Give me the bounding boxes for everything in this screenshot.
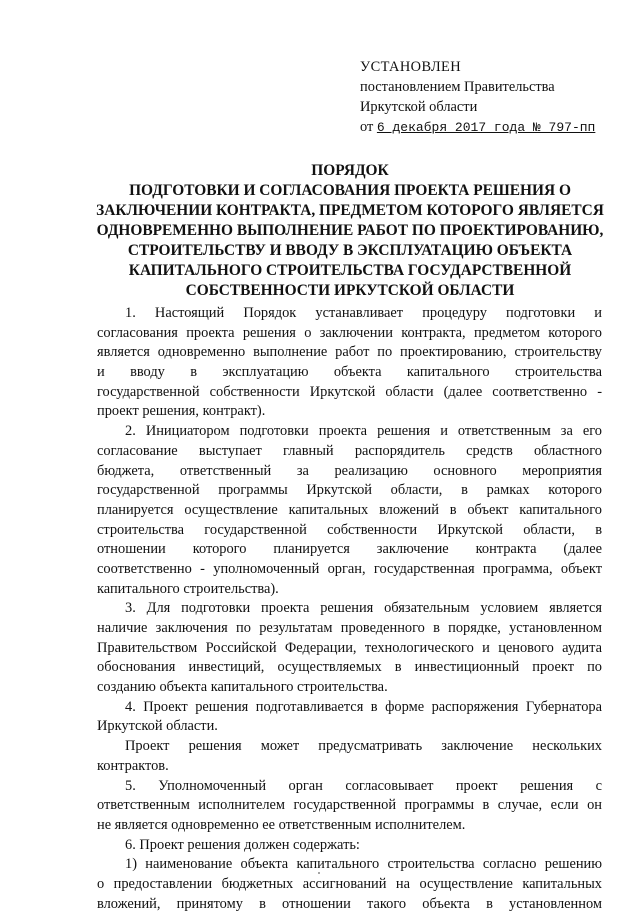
approval-date-line	[360, 117, 630, 138]
paragraph-line: обоснования инвестиций, осуществляемых в инвестиционный проект по	[97, 659, 602, 676]
paragraph-first-line: 4. Проект решения подготавливается в форме распоряжения Губернатора	[125, 698, 602, 715]
approval-date-value: 6 декабря 2017 года № 797-пп	[376, 120, 596, 135]
document-body	[97, 304, 602, 914]
document-title	[96, 161, 604, 301]
paragraph-line: ответственным исполнителем государственной программы в случае, если он	[97, 797, 602, 814]
paragraph-line: не является одновременно ее ответственным исполнителем.	[97, 816, 466, 833]
paragraph-first-line: 2. Инициатором подготовки проекта решения и ответственным за его	[125, 423, 602, 440]
paragraph-line: планируется осуществление капитальных вложений в объект капитального	[97, 501, 602, 518]
paragraph-line: контрактов.	[97, 757, 169, 774]
paragraph-line: вложений, принятому в отношении такого объекта в установленном	[97, 895, 602, 912]
paragraph-line: согласование выступает главный распорядитель средств областного	[97, 442, 602, 459]
paragraph-line: Правительством Российской Федерации, технологического и ценового аудита	[97, 639, 602, 656]
paragraph-line: наличие заключения по результатам проведенного в порядке, установленном	[97, 620, 602, 636]
title-line: ОДНОВРЕМЕННО ВЫПОЛНЕНИЕ РАБОТ ПО ПРОЕКТИРОВАНИЮ,	[96, 222, 604, 239]
paragraph-line: государственной программы Иркутской области, в рамках которого	[97, 482, 602, 499]
paragraph-line: проект решения, контракт).	[97, 403, 266, 420]
paragraph-line: строительства государственной собственности Иркутской области, в	[97, 521, 602, 538]
paragraph-line: согласования проекта решения о заключении контракта, предметом которого	[97, 324, 602, 341]
paragraph-line: Иркутской области.	[97, 718, 218, 735]
title-heading: ПОРЯДОК	[311, 162, 389, 179]
approval-stamp	[360, 57, 630, 138]
paragraph-first-line: 5. Уполномоченный орган согласовывает проект решения с	[125, 777, 602, 794]
paragraph-first-line: Проект решения может предусматривать заключение нескольких	[125, 738, 602, 755]
paragraph-line: о предоставлении бюджетных ассигнований на осуществление капитальных	[97, 875, 602, 892]
paragraph-first-line: 6. Проект решения должен содержать:	[125, 836, 360, 853]
approval-line-1: постановлением Правительства	[360, 79, 555, 95]
paragraph-first-line: 1) наименование объекта капитального строительства согласно решению	[125, 856, 602, 873]
paragraph-line: капитального строительства).	[97, 580, 279, 597]
title-line: СОБСТВЕННОСТИ ИРКУТСКОЙ ОБЛАСТИ	[185, 282, 515, 299]
paragraph-first-line: 3. Для подготовки проекта решения обязательным условием является	[125, 600, 602, 617]
paragraph-first-line: 1. Настоящий Порядок устанавливает процедуру подготовки и	[125, 305, 602, 321]
scan-speck	[318, 872, 320, 874]
paragraph-line: соответственно - уполномоченный орган, государственная программа, объект	[97, 560, 602, 577]
paragraph-line: отношении которого планируется заключение контракта (далее	[97, 541, 602, 558]
approval-line-2: Иркутской области	[360, 99, 478, 115]
paragraph-line: является одновременно выполнение работ по проектированию, строительству	[97, 344, 602, 361]
paragraph-line: созданию объекта капитального строительства.	[97, 679, 388, 696]
title-line: ПОДГОТОВКИ И СОГЛАСОВАНИЯ ПРОЕКТА РЕШЕНИЯ О	[129, 182, 571, 199]
paragraph-line: и вводу в эксплуатацию объекта капитального строительства	[97, 364, 602, 381]
approval-heading: УСТАНОВЛЕН	[360, 59, 462, 75]
title-line: КАПИТАЛЬНОГО СТРОИТЕЛЬСТВА ГОСУДАРСТВЕННОЙ	[128, 262, 572, 279]
paragraph-line: государственной собственности Иркутской области (далее соответственно -	[97, 383, 602, 400]
approval-date-prefix: от	[360, 119, 374, 135]
paragraph-line: бюджета, ответственный за реализацию основного мероприятия	[97, 462, 602, 479]
title-line: СТРОИТЕЛЬСТВУ И ВВОДУ В ЭКСПЛУАТАЦИЮ ОБЪЕКТА	[127, 242, 573, 259]
title-line: ЗАКЛЮЧЕНИИ КОНТРАКТА, ПРЕДМЕТОМ КОТОРОГО ЯВЛЯЕТСЯ	[96, 202, 604, 219]
